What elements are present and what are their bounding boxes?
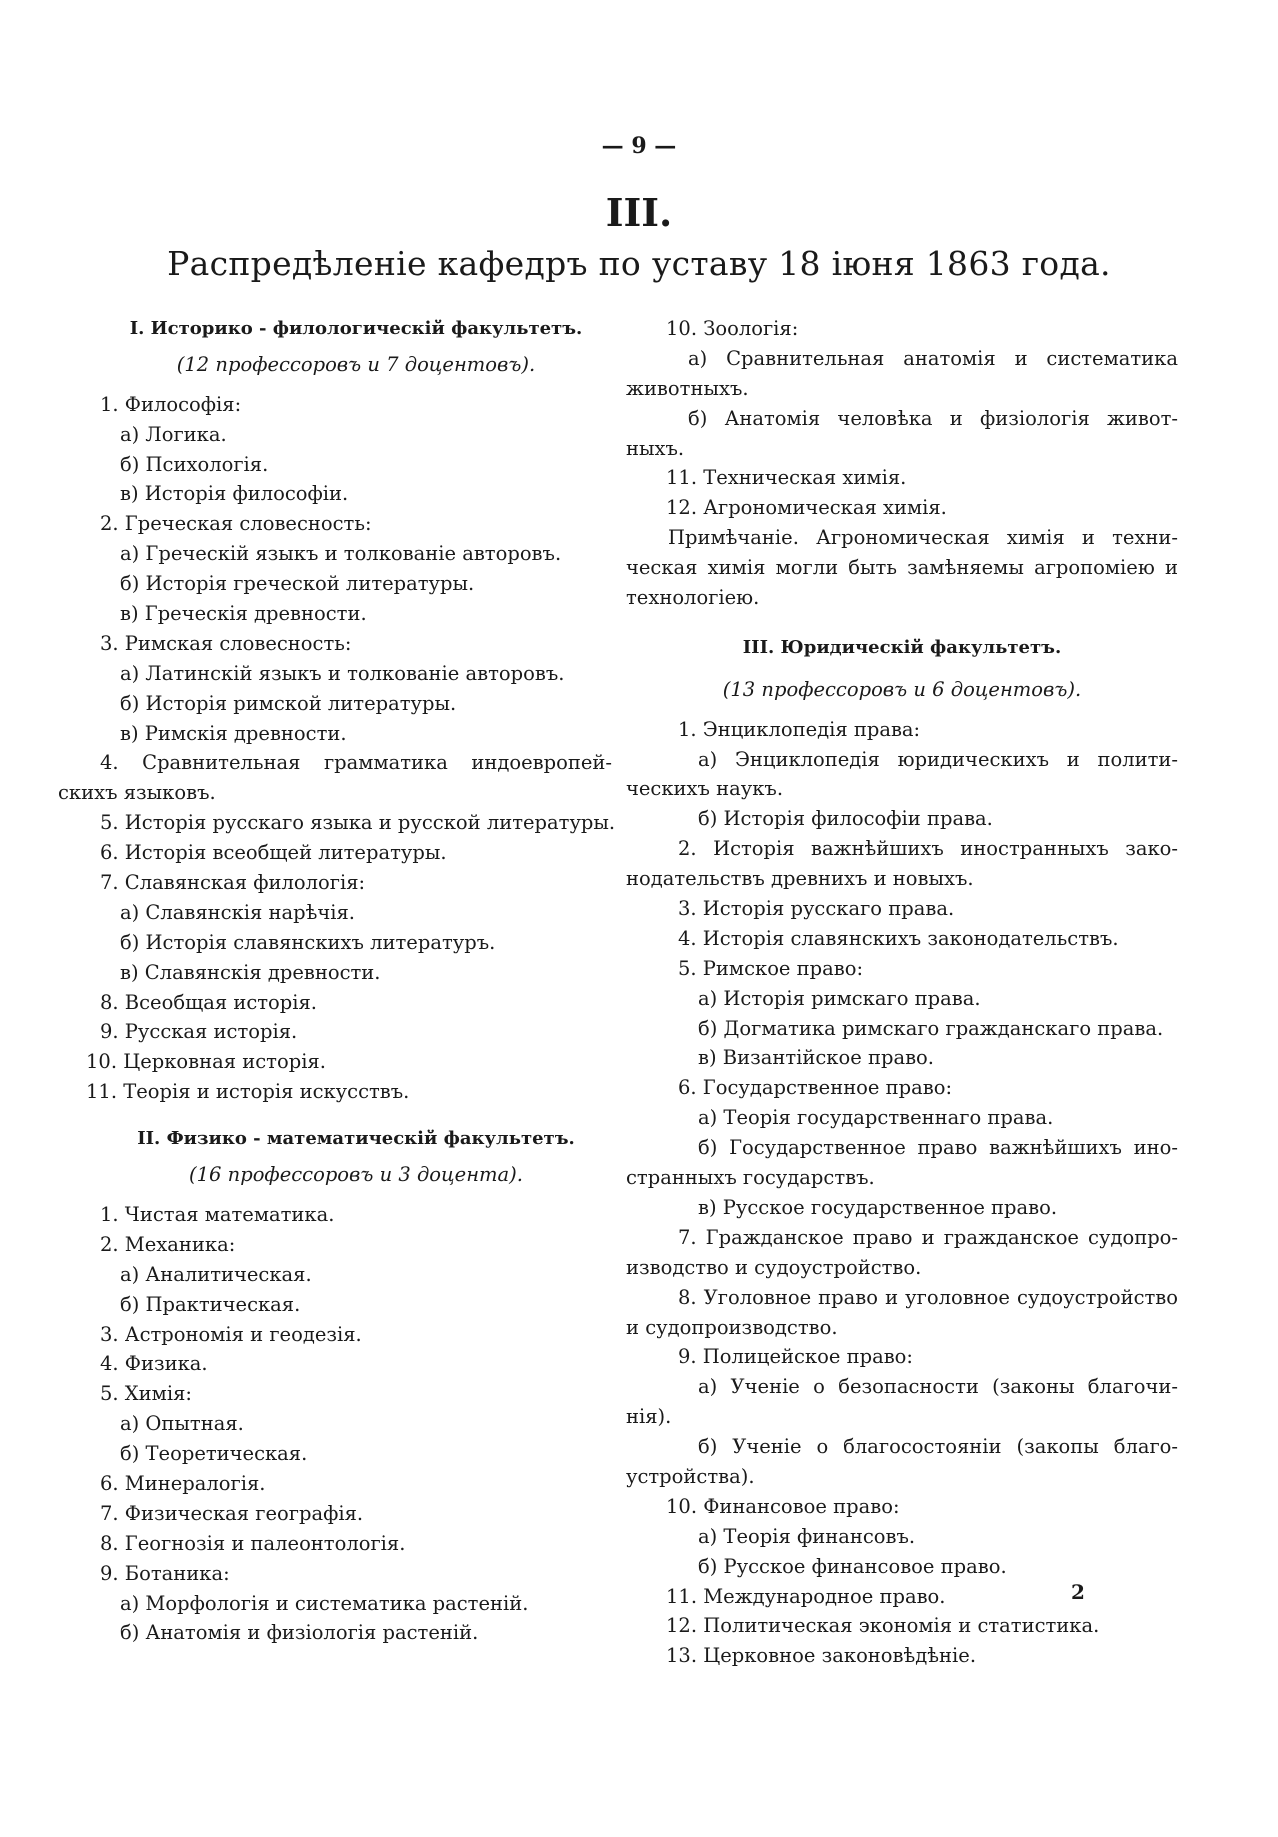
list-item: 13. Церковное законовѣдѣніе. [666,1644,977,1668]
list-item: 12. Политическая экономія и статистика. [666,1614,1100,1638]
faculty-staff-count: (13 профессоровъ и 6 доцентовъ). [722,677,1082,701]
list-item-continuation: странныхъ государствъ. [626,1166,875,1190]
list-item-continuation: устройства). [626,1464,755,1488]
list-item: 3. Астрономія и геодезія. [100,1322,362,1346]
list-item: а) Греческій языкъ и толкованіе авторовъ. [120,542,562,566]
faculty-heading: I. Историко - филологическій факультетъ. [129,318,583,339]
list-item: а) Теорія государственнаго права. [698,1106,1054,1130]
list-item: 3. Исторія русскаго права. [678,897,955,921]
list-item: а) Славянскія нарѣчія. [120,900,355,924]
list-item: а) Ученіе о безопасности (законы благочи- [698,1375,1178,1399]
list-item: б) Практическая. [120,1292,301,1316]
list-item-continuation: скихъ языковъ. [58,781,216,805]
list-item: 2. Греческая словесность: [100,512,372,536]
list-item: 7. Гражданское право и гражданское судопро- [678,1225,1178,1249]
faculty-staff-count: (16 профессоровъ и 3 доцента). [189,1163,523,1187]
list-item: в) Славянскія древности. [120,960,381,984]
list-item: в) Греческія древности. [120,602,367,626]
list-item: 2. Исторія важнѣйшихъ иностранныхъ зако- [678,837,1178,861]
list-item: 4. Исторія славянскихъ законодательствъ. [678,926,1119,950]
list-item: 5. Исторія русскаго языка и русской литературы. [100,811,616,835]
list-item: 1. Энциклопедія права: [678,717,921,741]
list-item: 4. Физика. [100,1352,208,1376]
list-item: 8. Всеобщая исторія. [100,990,317,1014]
list-item: 1. Философія: [100,392,242,416]
list-item: б) Исторія греческой литературы. [120,572,475,596]
list-item: в) Исторія философіи. [120,482,349,506]
list-item: 10. Церковная исторія. [86,1050,326,1074]
list-item: 11. Международное право. [666,1584,946,1608]
list-item: 3. Римская словесность: [100,631,352,655]
list-item: а) Морфологія и систематика растеній. [120,1591,529,1615]
list-item: 7. Физическая географія. [100,1501,364,1525]
page-number: — 9 — [601,133,677,159]
list-item: в) Римскія древности. [120,721,347,745]
list-item: б) Русское финансовое право. [698,1554,1007,1578]
list-item: 9. Полицейское право: [678,1345,913,1369]
list-item: 9. Ботаника: [100,1561,230,1585]
list-item: б) Исторія славянскихъ литературъ. [120,930,496,954]
list-item: 10. Зоологія: [666,317,799,340]
list-item: б) Ученіе о благосостояніи (закопы благо- [698,1435,1178,1459]
list-item-continuation: ческихъ наукъ. [626,777,784,801]
list-item-continuation: животныхъ. [626,376,749,400]
signature-mark: 2 [1071,1580,1085,1604]
list-item: а) Энциклопедія юридическихъ и полити- [698,747,1178,771]
list-item: 5. Химія: [100,1382,192,1406]
list-item: б) Исторія римской литературы. [120,691,457,715]
left-column [58,314,616,1648]
list-item-continuation: нодательствъ древнихъ и новыхъ. [626,867,974,891]
list-item: 1. Чистая математика. [100,1202,335,1226]
list-item: а) Теорія финансовъ. [698,1524,916,1548]
note-text: ческая химія могли быть замѣняемы агропоміею и [626,556,1178,580]
list-item: 7. Славянская филологія: [100,871,366,895]
list-item-continuation: нія). [626,1405,672,1429]
list-item: 6. Минералогія. [100,1471,266,1495]
list-item: 4. Сравнительная грамматика индоевропей- [100,751,612,775]
list-item: б) Исторія философіи права. [698,807,993,831]
faculty-heading: II. Физико - математическій факультетъ. [137,1128,575,1150]
list-item: 11. Техническая химія. [666,466,907,490]
section-numeral: III. [605,190,673,235]
list-item-continuation: изводство и судоустройство. [626,1255,922,1279]
list-item: б) Догматика римскаго гражданскаго права. [698,1016,1164,1040]
list-item: 2. Механика: [100,1232,236,1256]
list-item-continuation: ныхъ. [626,436,685,460]
list-item: 12. Агрономическая химія. [666,496,947,520]
list-item: а) Исторія римскаго права. [698,986,981,1010]
note-text: Примѣчаніе. Агрономическая химія и техни- [668,526,1178,550]
faculty-heading: III. Юридическій факультетъ. [742,636,1062,658]
list-item: 6. Государственное право: [678,1076,953,1100]
list-item: 6. Исторія всеобщей литературы. [100,841,447,865]
list-item: б) Государственное право важнѣйшихъ ино- [698,1136,1178,1160]
list-item: а) Аналитическая. [120,1262,312,1286]
list-item: б) Анатомія человѣка и физіологія живот- [688,406,1178,430]
faculty-staff-count: (12 профессоровъ и 7 доцентовъ). [176,352,536,376]
list-item-continuation: и судопроизводство. [626,1315,838,1339]
list-item: а) Опытная. [120,1412,244,1436]
right-column [626,314,1178,1671]
list-item: в) Русское государственное право. [698,1195,1058,1219]
list-item: 8. Геогнозія и палеонтологія. [100,1531,406,1555]
list-item: 8. Уголовное право и уголовное судоустройство [678,1285,1178,1309]
list-item: 5. Римское право: [678,956,864,980]
list-item: б) Анатомія и физіологія растеній. [120,1621,479,1645]
list-item: б) Теоретическая. [120,1442,308,1466]
list-item: б) Психологія. [120,452,269,476]
list-item: в) Византійское право. [698,1046,934,1070]
list-item: 10. Финансовое право: [666,1494,900,1518]
list-item: а) Логика. [120,422,227,446]
list-item: а) Латинскій языкъ и толкованіе авторовъ. [120,661,565,685]
list-item: 9. Русская исторія. [100,1020,298,1044]
list-item: 11. Теорія и исторія искусствъ. [86,1080,410,1104]
note-text: технологіею. [626,586,760,610]
list-item: а) Сравнительная анатомія и систематика [688,346,1178,370]
page-title: Распредѣленіе кафедръ по уставу 18 іюня 1863 года. [167,244,1111,283]
